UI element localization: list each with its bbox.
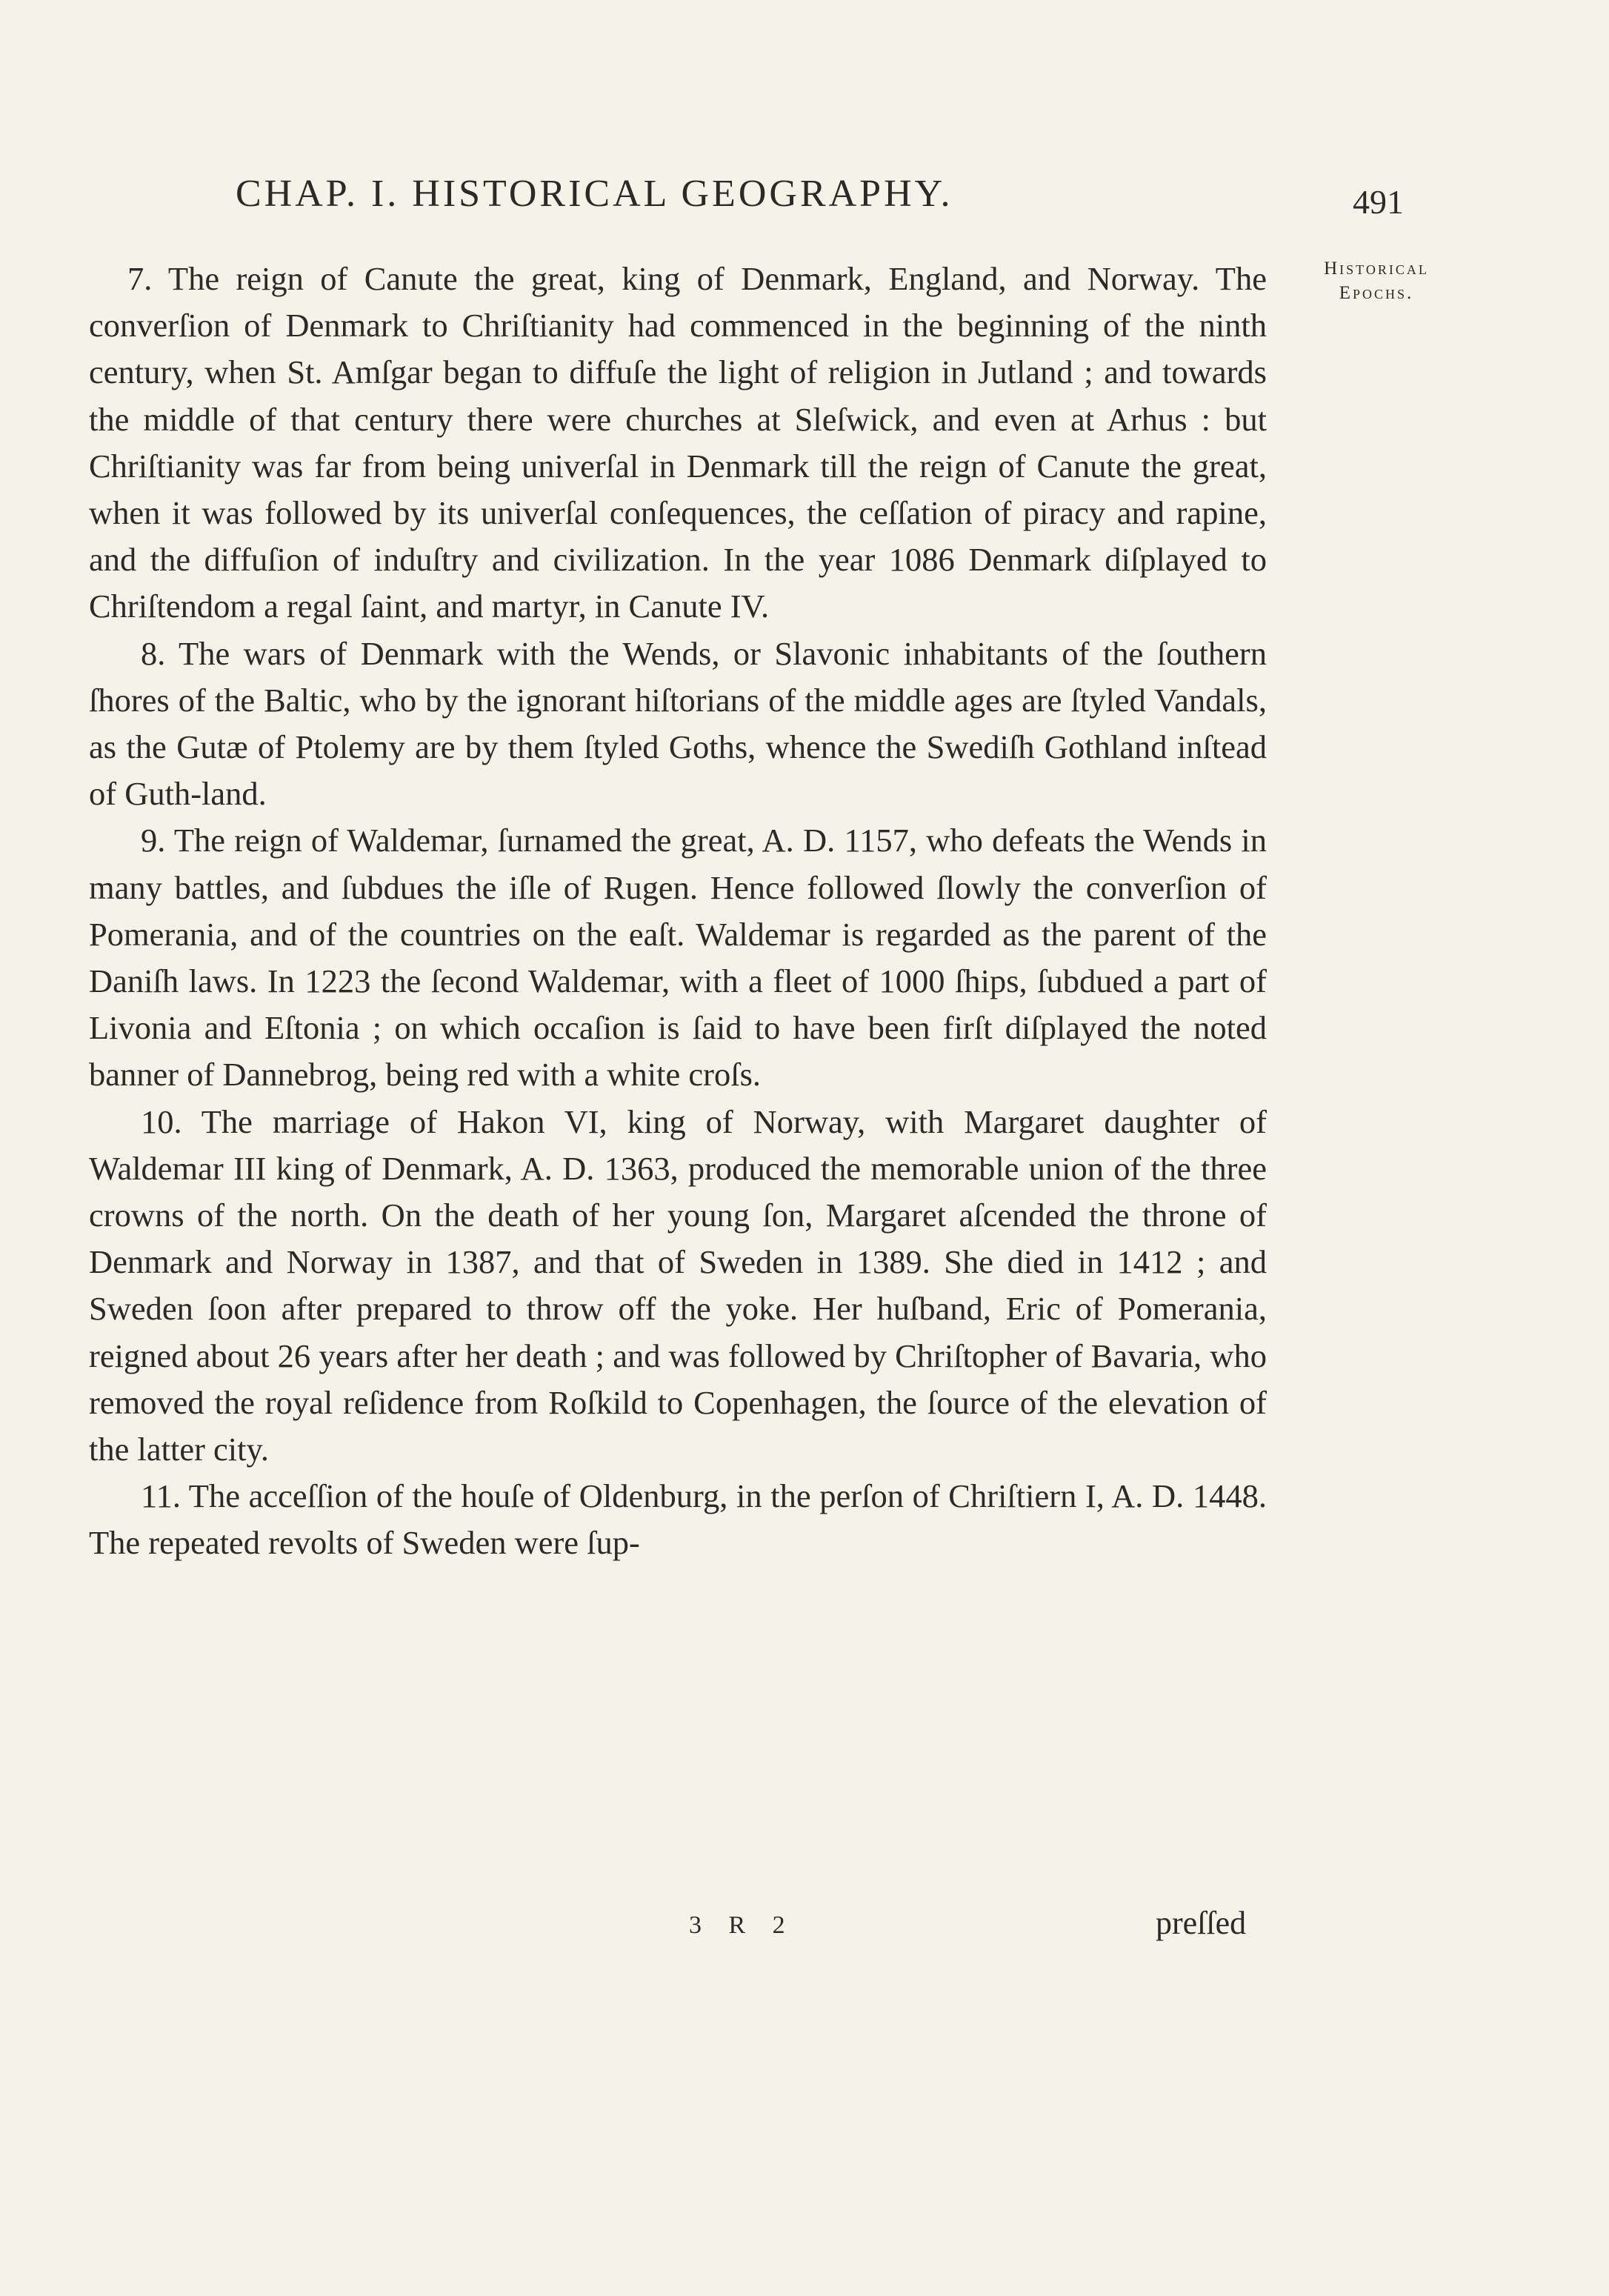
paragraph-10: 10. The marriage of Hakon VI, king of Norway, with Margaret daughter of Waldemar III king of Denmark, A. D. 1363, produced the memorable union of the three crowns of the north. On the death of her young ſon, Margaret aſcended the throne of Denmark and Norway in 1387, and that of Sweden in 1389. She died in 1412 ; and Sweden ſoon after prepared to throw off the yoke. Her huſband, Eric of Pomerania, reigned about 26 years after her death ; and was followed by Chriſtopher of Bavaria, who removed the royal reſidence from Roſkild to Copenhagen, the ſource of the elevation of the latter city.	[89, 1102, 1267, 1468]
margin-note-line-2: Epochs.	[1339, 283, 1414, 303]
paragraph-7: 7. The reign of Canute the great, king of Denmark, England, and Norway. The converſion of Denmark to Chriſtianity had commenced in the beginning of the ninth century, when St. Amſgar began to diffuſe the light of religion in Jutland ; and towards the middle of that century there were churches at Sleſwick, and even at Arhus : but Chriſtianity was far from being univerſal in Denmark till the reign of Canute the great, when it was followed by its univerſal conſequences, the ceſſation of piracy and rapine, and the diffuſion of induſtry and civilization. In the year 1086 Denmark diſplayed to Chriſtendom a regal ſaint, and martyr, in Canute IV.	[89, 260, 1267, 625]
margin-note	[1295, 256, 1458, 305]
page-footer	[0, 1904, 1609, 1949]
paragraph-9: 9. The reign of Waldemar, ſurnamed the great, A. D. 1157, who defeats the Wends in many battles, and ſubdues the iſle of Rugen. Hence followed ſlowly the converſion of Pomerania, and of the countries on the eaſt. Waldemar is regarded as the parent of the Daniſh laws. In 1223 the ſecond Waldemar, with a fleet of 1000 ſhips, ſubdued a part of Livonia and Eſtonia ; on which occaſion is ſaid to have been firſt diſplayed the noted banner of Dannebrog, being red with a white croſs.	[89, 822, 1267, 1094]
body-text	[89, 256, 1267, 1567]
running-head: CHAP. I. HISTORICAL GEOGRAPHY.	[236, 173, 953, 215]
paragraph-11: 11. The acceſſion of the houſe of Oldenburg, in the perſon of Chriſtiern I, A. D. 1448. The repeated revolts of Sweden were ſup-	[89, 1477, 1267, 1562]
page-number: 491	[1353, 183, 1404, 221]
margin-note-line-1: Historical	[1324, 259, 1429, 279]
paragraph-8: 8. The wars of Denmark with the Wends, or Slavonic inhabitants of the ſouthern ſhores of the Baltic, who by the ignorant hiſtorians of the middle ages are ſtyled Vandals, as the Gutæ of Ptolemy are by them ſtyled Goths, whence the Swediſh Gothland inſtead of Guth-land.	[89, 634, 1267, 813]
signature-mark: 3 R 2	[689, 1911, 796, 1939]
catchword: preſſed	[1156, 1905, 1247, 1941]
